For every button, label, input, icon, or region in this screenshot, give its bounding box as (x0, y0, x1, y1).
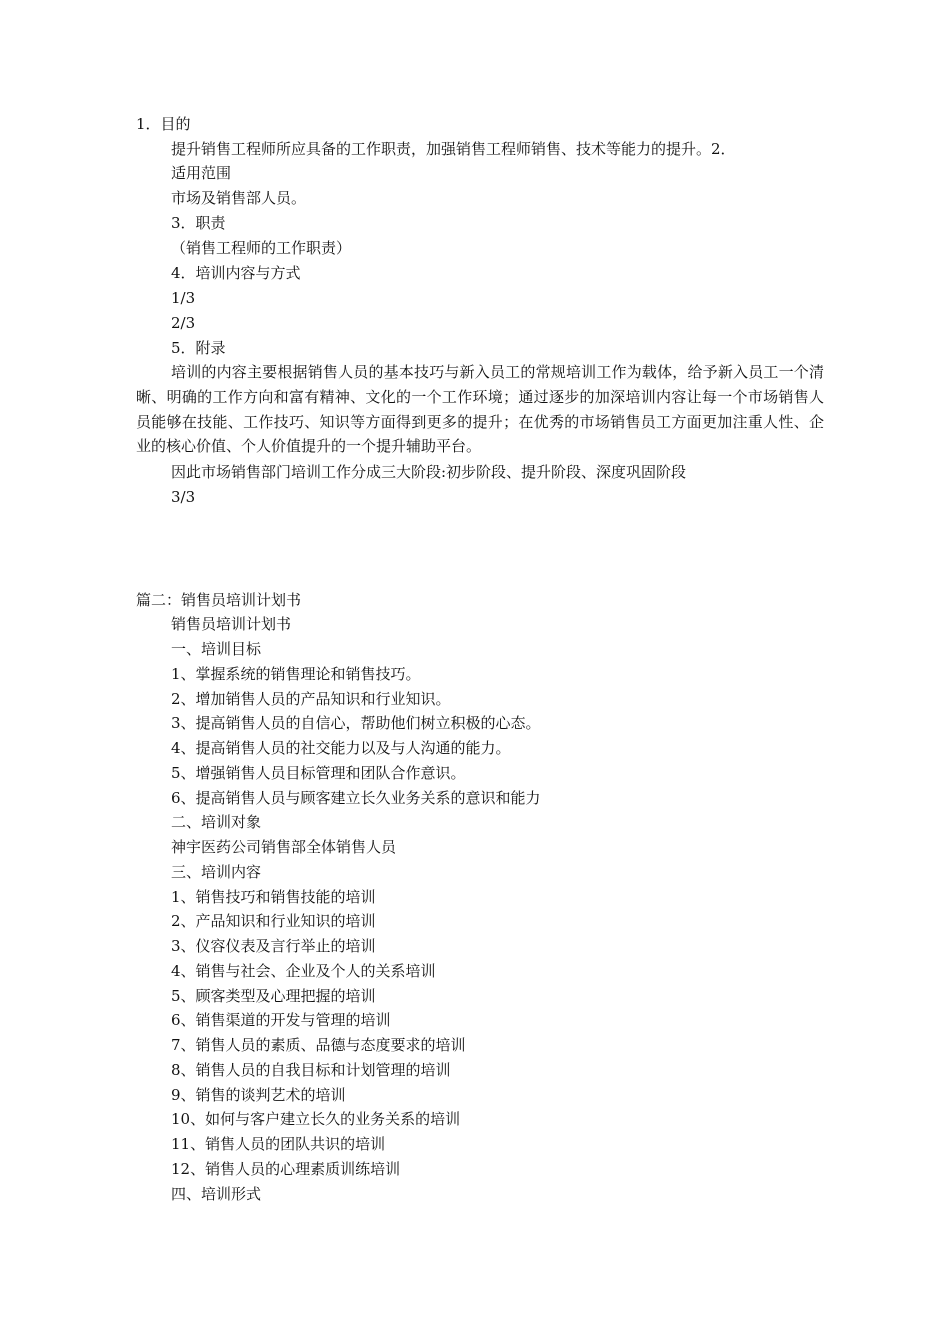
list-item: 6、销售渠道的开发与管理的培训 (171, 1011, 391, 1029)
list-item: 7、销售人员的素质、品德与态度要求的培训 (171, 1036, 466, 1054)
section-heading-content: 4．培训内容与方式 (171, 264, 301, 282)
list-item: 5、增强销售人员目标管理和团队合作意识。 (171, 764, 466, 782)
duty-text: （销售工程师的工作职责） (171, 239, 352, 257)
list-item: 11、销售人员的团队共识的培训 (171, 1135, 386, 1153)
audience-text: 神宇医药公司销售部全体销售人员 (171, 838, 397, 856)
page-number: 3/3 (171, 488, 196, 506)
list-item: 6、提高销售人员与顾客建立长久业务关系的意识和能力 (171, 789, 541, 807)
section-heading-appendix: 5．附录 (171, 339, 226, 357)
list-item: 12、销售人员的心理素质训练培训 (171, 1160, 401, 1178)
body-paragraph: 因此市场销售部门培训工作分成三大阶段:初步阶段、提升阶段、深度巩固阶段 (171, 463, 687, 481)
purpose-text: 提升销售工程师所应具备的工作职责，加强销售工程师销售、技术等能力的提升。2． (171, 140, 736, 158)
page-number: 2/3 (171, 314, 196, 332)
list-item: 2、产品知识和行业知识的培训 (171, 912, 376, 930)
section-heading-format: 四、培训形式 (171, 1185, 262, 1203)
list-item: 3、仪容仪表及言行举止的培训 (171, 937, 376, 955)
section-heading-contents: 三、培训内容 (171, 863, 262, 881)
list-item: 9、销售的谈判艺术的培训 (171, 1086, 346, 1104)
list-item: 4、销售与社会、企业及个人的关系培训 (171, 962, 436, 980)
section-heading-scope: 适用范围 (171, 164, 232, 182)
page-number: 1/3 (171, 289, 196, 307)
body-paragraph: 培训的内容主要根据销售人员的基本技巧与新入员工的常规培训工作为载体，给予新入员工一个清晰、明确的工作方向和富有精神、文化的一个工作环境；通过逐步的加深培训内容让每一个市场销售人员能够在技能、工作技巧、知识等方面得到更多的提升；在优秀的市场销售员工方面更加注重人性、企业的核心价值、个人价值提升的一个提升辅助平台。 (136, 363, 824, 456)
document-title: 销售员培训计划书 (171, 615, 292, 633)
chapter-title: 篇二：销售员培训计划书 (136, 591, 302, 609)
list-item: 2、增加销售人员的产品知识和行业知识。 (171, 690, 451, 708)
list-item: 5、顾客类型及心理把握的培训 (171, 987, 376, 1005)
section-heading-purpose: 1．目的 (136, 115, 191, 133)
list-item: 8、销售人员的自我目标和计划管理的培训 (171, 1061, 451, 1079)
list-item: 3、提高销售人员的自信心，帮助他们树立积极的心态。 (171, 714, 541, 732)
list-item: 4、提高销售人员的社交能力以及与人沟通的能力。 (171, 739, 511, 757)
section-heading-duty: 3．职责 (171, 214, 226, 232)
list-item: 10、如何与客户建立长久的业务关系的培训 (171, 1110, 461, 1128)
list-item: 1、掌握系统的销售理论和销售技巧。 (171, 665, 421, 683)
scope-text: 市场及销售部人员。 (171, 189, 307, 207)
section-heading-goals: 一、培训目标 (171, 640, 262, 658)
list-item: 1、销售技巧和销售技能的培训 (171, 888, 376, 906)
section-heading-audience: 二、培训对象 (171, 813, 262, 831)
